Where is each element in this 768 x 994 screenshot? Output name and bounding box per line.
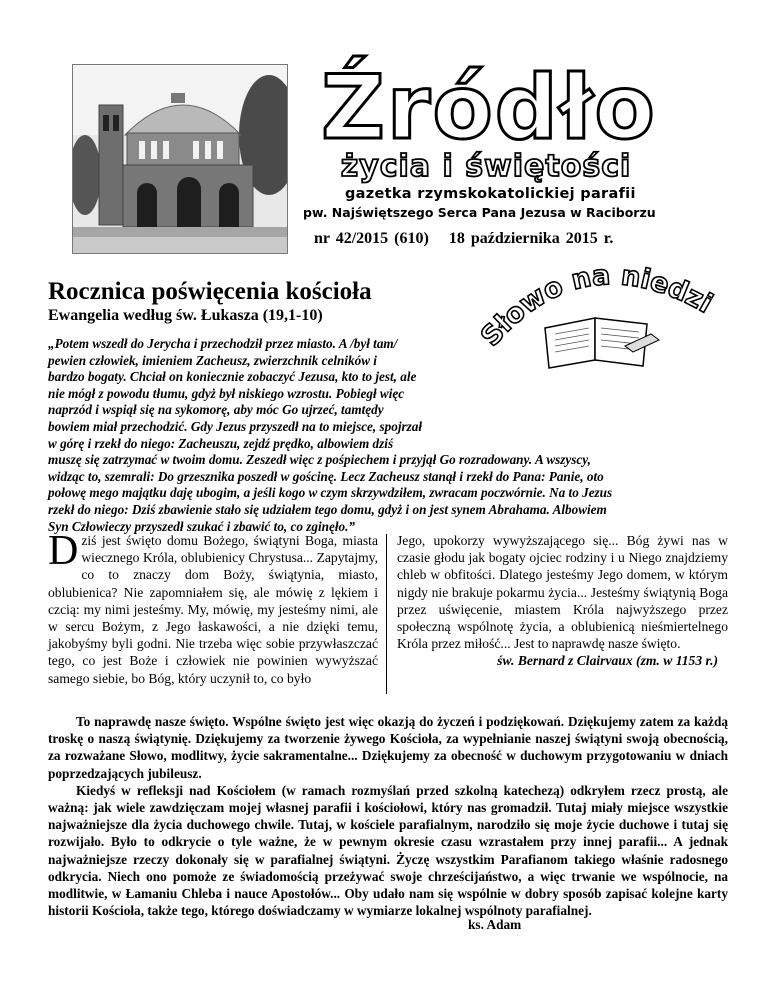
reflection-col2-text: Jego, upokorzy wywyższającego się... Bóg żywi nas w czasie głodu jak bogaty ojciec rodziny i u Niego znajdziemy chleb w obfitości. Dlatego jesteśmy Jego domem, w którym nigdy nie brakuje pokarmu życia... Jesteśmy świątynią Boga przez uświęcenie, miastem Króla najwyższego przez społeczną wspólnotę życia, a oblubienicą nieśmiertelnego Króla przez miłość... Jest to naprawdę nasze święto. bbox=[397, 533, 728, 652]
logo-title-text: Źródło bbox=[321, 56, 657, 152]
reflection-signature: św. Bernard z Clairvaux (zm. w 1153 r.) bbox=[497, 653, 718, 669]
reflection-col1 bbox=[48, 528, 378, 687]
slowo-badge-text: Słowo na niedzi bbox=[475, 260, 718, 353]
column-divider bbox=[386, 534, 387, 694]
gospel-line: bardzo bogaty. Chciał on koniecznie zobaczyć Jezusa, kto to jest, ale bbox=[48, 369, 417, 385]
closing-author: ks. Adam bbox=[468, 917, 522, 932]
gospel-line: bowiem miał przechodzić. Gdy Jezus przyszedł na to miejsce, spojrzał bbox=[48, 418, 423, 434]
gospel-line: widząc to, szemrali: Do grzesznika poszedł w gościnę. Lecz Zacheusz stanął i rzekł do Pana: Panie, oto bbox=[48, 468, 604, 484]
gospel-line: nie mógł z powodu tłumu, gdyż był niskiego wzrostu. Pobiegł więc bbox=[48, 385, 405, 401]
gospel-line: połowę mego majątku daję ubogim, a jeśli kogo w czym skrzywdziłem, zwracam poczwórnie. Na to Jezus bbox=[48, 485, 613, 501]
gospel-line: Syn Człowieczy przyszedł szukać i zbawić to, co zginęło.” bbox=[48, 518, 355, 534]
closing-paragraph-2: Kiedyś w refleksji nad Kościołem (w ramach rozmyślań przed szkolną katechezą) odkryłem rzecz prostą, ale ważną: jak wiele zawdzięczam mojej własnej parafii i kościołowi, który nas gromadził. Tutaj miały miejsce wszystkie najważniejsze dla życia duchowego chwile. Tutaj, w kościele parafialnym, narodziło się moje życie duchowe i tutaj się rozwijało. Było to odkrycie o tyle ważne, że w pewnym okresie czasu wzrastałem przy innej parafii... A jednak najważniejsze rzeczy dokonały się w parafialnej świątyni. Życzę wszystkim Parafianom takiego właśnie radosnego odkrycia. Niech ono pomoże ze świadomością przeżywać swoje chrześcijaństwo, a więc trwanie we wspólnocie, na modlitwie, w Łamaniu Chleba i nauce Apostołów... Oby udało nam się wspólnie w dobry sposób zapisać kolejne karty historii Kościoła, także tego, którego doświadczamy w wymiarze lokalnej wspólnoty parafialnej. bbox=[48, 782, 728, 919]
issue-date: 18 października 2015 r. bbox=[448, 230, 614, 247]
issue-number: nr 42/2015 (610) bbox=[314, 230, 429, 247]
gospel-line: muszę się zatrzymać w twoim domu. Zeszedł więc z pośpiechem i przyjął Go rozradowany. A wszyscy, bbox=[48, 452, 591, 468]
gazette-label: gazetka rzymskokatolickiej parafii bbox=[345, 186, 636, 202]
gospel-line: naprzód i wspiął się na sykomorę, aby móc Go ujrzeć, tamtędy bbox=[48, 402, 384, 418]
gospel-quote bbox=[48, 336, 728, 535]
reflection-col2 bbox=[397, 532, 728, 670]
dropcap: D bbox=[48, 528, 79, 574]
issue-line bbox=[314, 230, 613, 248]
gospel-line: rzekł do niego: Dziś zbawienie stało się udziałem tego domu, gdyż i on jest synem Abrahama. Albowiem bbox=[48, 501, 607, 517]
parish-label: pw. Najświętszego Serca Pana Jezusa w Raciborzu bbox=[303, 205, 656, 220]
logo-subtitle-text: życia i świętości bbox=[340, 149, 632, 184]
gospel-line: w górę i rzekł do niego: Zacheuszu, zejdź prędko, albowiem dziś bbox=[48, 435, 394, 451]
logo-subtitle bbox=[312, 142, 660, 188]
church-photo bbox=[72, 64, 288, 254]
reflection-col1-text: ziś jest święto domu Bożego, świątyni Boga, miasta wiecznego Króla, oblubienicy Chrystusa... Zapytajmy, co to znaczy dom Boży, świątynia, miasto, oblubienica? Nie zapomniałem się, ale mówię z lękiem i czcią: my nimi jesteśmy. My, mówię, my jesteśmy nimi, ale w sercu Bożym, z Jego łaskawości, a nie dzięki temu, jakobyśmy byli godni. Nie trzeba więc sobie przywłaszczać tego, co jest Boże i człowiek nie powinien wywyższać samego siebie, bo Bóg, który uczynił to, co było bbox=[48, 533, 378, 686]
closing-paragraph-1: To naprawdę nasze święto. Wspólne święto jest więc okazją do życzeń i podziękowań. Dziękujemy zatem za każdą troskę o naszą świątynię. Dziękujemy za tworzenie żywego Kościoła, za wypełnianie naszej świątyni swoją obecnością, za rozważane Słowo, modlitwy, życie sakramentalne... Dziękujemy za obecność w duchowym przygotowaniu w dniach poprzedzających jubileusz. bbox=[48, 714, 728, 781]
article-title: Rocznica poświęcenia kościoła bbox=[48, 278, 372, 305]
closing-text bbox=[48, 713, 728, 919]
gospel-line: „Potem wszedł do Jerycha i przechodził przez miasto. A /był tam/ bbox=[48, 336, 398, 351]
gospel-line: pewien człowiek, imieniem Zacheusz, zwierzchnik celników i bbox=[48, 352, 377, 368]
article-subtitle: Ewangelia według św. Łukasza (19,1-10) bbox=[48, 307, 323, 324]
logo-title bbox=[303, 52, 675, 152]
